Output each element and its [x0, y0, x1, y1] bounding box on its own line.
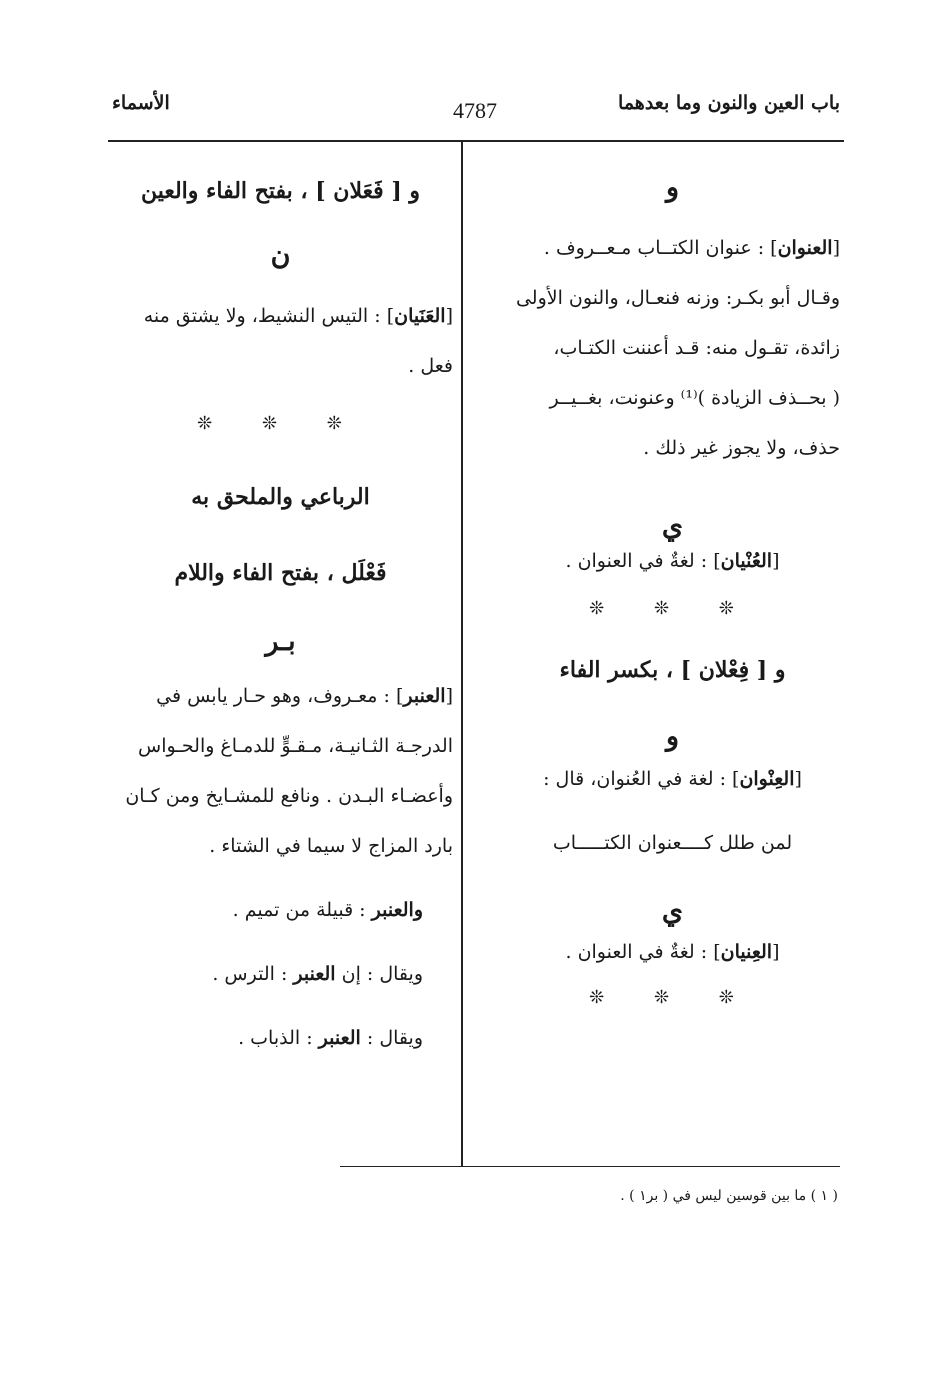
headword: العنبر [293, 963, 336, 985]
entry-inwan: [العِنْوان] : لغة في العُنوان، قال : [543, 768, 802, 790]
pattern-heading-falal: فَعْلَل ، بفتح الفاء واللام [174, 560, 387, 586]
running-head-section: الأسماء [112, 92, 170, 114]
headword: والعنبر [371, 899, 423, 921]
section-separator-stars: ❊ ❊ ❊ [589, 598, 756, 619]
column-divider [461, 142, 463, 1166]
headword: العِنْوان [739, 768, 795, 790]
entry-line: وقـال أبو بكـر: وزنه فنعـال، والنون الأولى [515, 287, 840, 309]
entry-inyan: [العِنيان] : لغةٌ في العنوان . [565, 941, 780, 963]
entry-anbar-tribe: والعنبر : قبيلة من تميم . [232, 899, 423, 921]
footnote-rule [340, 1166, 840, 1167]
section-separator-stars: ❊ ❊ ❊ [197, 413, 364, 434]
entry-line: ( بحــذف الزيادة )⁽¹⁾ وعنونت، بغــيــر [549, 387, 840, 409]
root-letter-ya: ي [661, 896, 684, 927]
headword: العَنَيان [394, 305, 446, 327]
right-column [505, 150, 840, 1008]
footnote: ( ١ ) ما بين قوسين ليس في ( بر١ ) . [620, 1188, 838, 1204]
headword: العِنيان [720, 941, 773, 963]
pattern-heading-faalan: و [ فَعَلان ] ، بفتح الفاء والعين [140, 178, 421, 204]
entry-line: [العنوان] : عنوان الكتــاب مـعــروف . [543, 237, 840, 259]
root-letter-waw: و [665, 721, 680, 752]
headword: العنوان [777, 237, 833, 259]
left-column [108, 150, 453, 1063]
verse-quote: لمن طلل كــــعنوان الكتـــــاب [552, 832, 793, 854]
entry-line: الدرجـة الثـانيـة، مـقـوٍّ للدمـاغ والحـواس [138, 735, 453, 757]
pattern-heading-filan: و [ فِعْلان ] ، بكسر الفاء [559, 657, 786, 683]
running-head-chapter: باب العين والنون وما بعدهما [618, 92, 840, 114]
entry-line: حذف، ولا يجوز غير ذلك . [643, 437, 840, 459]
entry-line: [العنبر] : معـروف، وهو حـار يابس في [156, 685, 453, 707]
page-number: 4787 [453, 98, 497, 123]
root-letter-ya: ي [661, 511, 684, 542]
entry-line: وأعضـاء البـدن . ونافع للمشـايخ ومن كـان [125, 785, 453, 807]
section-separator-stars: ❊ ❊ ❊ [589, 987, 756, 1008]
entry-anbar [108, 671, 453, 871]
entry-line: [العَنَيان] : التيس النشيط، ولا يشتق منه [143, 305, 453, 327]
entry-line: فعل . [408, 355, 453, 377]
entry-line: بارد المزاج لا سيما في الشتاء . [209, 835, 453, 857]
header-rule [108, 140, 844, 142]
entry-line: زائدة، تقـول منه: قـد أعننت الكتـاب، [553, 337, 840, 359]
headword: العُنْيان [720, 550, 773, 572]
entry-unyan: [العُنْيان] : لغةٌ في العنوان . [565, 550, 780, 572]
section-heading-quadriliteral: الرباعي والملحق به [191, 484, 370, 510]
entry-anbar-shield: ويقال : إن العنبر : الترس . [212, 963, 423, 985]
root-letter-nun: ن [270, 240, 291, 271]
entry-anbar-flies: ويقال : العنبر : الذباب . [238, 1027, 423, 1049]
headword: العنبر [403, 685, 446, 707]
headword: العنبر [318, 1027, 361, 1049]
root-letter-waw: و [665, 172, 680, 203]
root-letters-ba-ra: بـر [265, 626, 296, 657]
entry-anayan [108, 291, 453, 391]
entry-unwan [505, 223, 840, 473]
